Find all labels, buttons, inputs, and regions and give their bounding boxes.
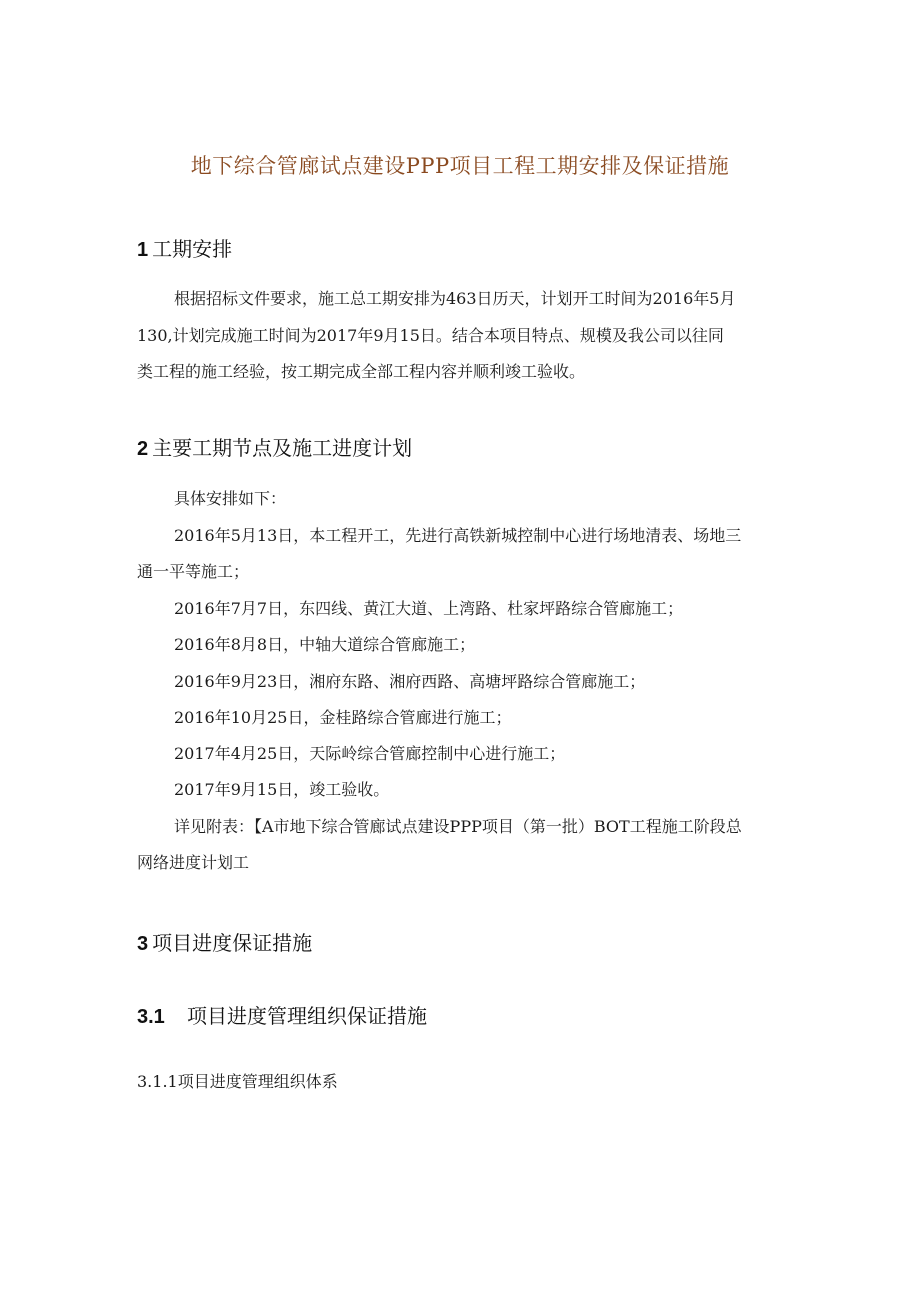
- section-2-heading: [137, 432, 412, 461]
- section-3-heading: [137, 927, 312, 956]
- appendix-note-continued: 网络进度计划工: [137, 853, 250, 872]
- section-3-1-number: 3.1: [137, 1006, 165, 1028]
- section-3-1-title: 项目进度管理组织保证措施: [187, 1004, 427, 1028]
- schedule-item: 2016年8月8日，中轴大道综合管廊施工；: [174, 635, 476, 654]
- section-2-title: 主要工期节点及施工进度计划: [152, 436, 413, 460]
- section-2-intro: 具体安排如下：: [174, 489, 287, 508]
- section-3-number: 3: [137, 933, 149, 955]
- section-1-para-line: 130,计划完成施工时间为2017年9月15日。结合本项目特点、规模及我公司以往同: [137, 326, 724, 345]
- section-3-title: 项目进度保证措施: [152, 931, 313, 955]
- section-3-1-heading: [137, 1000, 427, 1029]
- section-1-number: 1: [137, 239, 149, 261]
- schedule-item: 2016年7月7日，东四线、黄江大道、上湾路、杜家坪路综合管廊施工；: [174, 599, 684, 618]
- appendix-note: 详见附表：【A市地下综合管廊试点建设PPP项目（第一批）BOT工程施工阶段总: [174, 817, 742, 836]
- schedule-item: 2016年10月25日，金桂路综合管廊进行施工；: [174, 708, 512, 727]
- document-title: 地下综合管廊试点建设PPP项目工程工期安排及保证措施: [190, 154, 730, 178]
- section-1-title: 工期安排: [152, 237, 233, 261]
- section-2-number: 2: [137, 438, 149, 460]
- schedule-item-continued: 通一平等施工；: [137, 562, 250, 581]
- schedule-item: 2017年9月15日，竣工验收。: [174, 780, 390, 799]
- schedule-item: 2016年9月23日，湘府东路、湘府西路、高塘坪路综合管廊施工；: [174, 672, 646, 691]
- schedule-item: 2016年5月13日，本工程开工，先进行高铁新城控制中心进行场地清表、场地三: [174, 526, 742, 545]
- section-3-1-1-heading: 3.1.1项目进度管理组织体系: [137, 1072, 338, 1091]
- section-1-para-line: 根据招标文件要求，施工总工期安排为463日历天，计划开工时间为2016年5月: [174, 289, 736, 308]
- schedule-item: 2017年4月25日，天际岭综合管廊控制中心进行施工；: [174, 744, 566, 763]
- section-1-heading: [137, 233, 232, 262]
- section-1-para-line: 类工程的施工经验，按工期完成全部工程内容并顺利竣工验收。: [137, 362, 586, 381]
